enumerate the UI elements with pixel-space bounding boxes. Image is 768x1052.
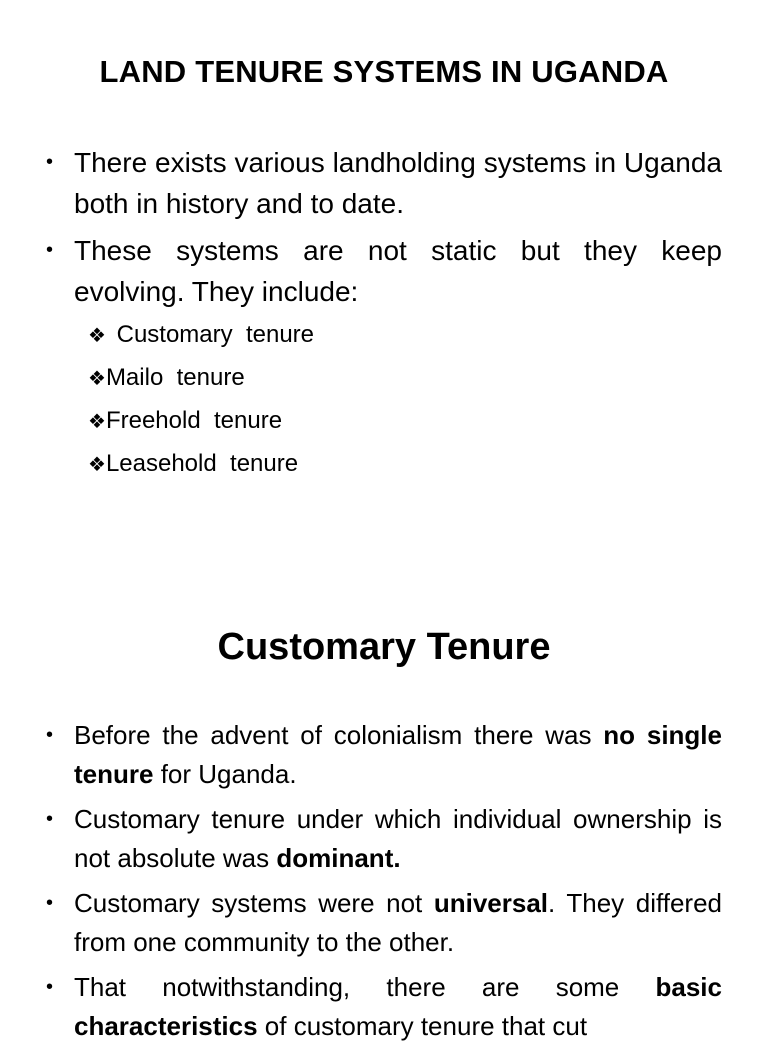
list-item xyxy=(88,443,314,486)
bullet-marker: • xyxy=(46,808,54,830)
bullet-text-post: of customary tenure that cut xyxy=(257,1011,588,1041)
bullet-text-bold: basic characteristics xyxy=(74,972,722,1041)
tenure-type-label: Mailo tenure xyxy=(105,364,245,391)
bullet-text-bold: dominant. xyxy=(276,843,401,873)
diamond-bullet-icon: ❖ xyxy=(88,325,106,347)
list-item xyxy=(88,400,314,443)
tenure-type-label: Freehold tenure xyxy=(105,407,283,434)
bullet-text: These systems are not static but they keep evolving. They include: xyxy=(74,235,722,307)
slide-2-bullet-list xyxy=(46,716,722,1052)
bullet-text-pre: Customary tenure under which individual ownership is not absolute was xyxy=(74,804,722,873)
bullet-text-pre: Customary systems were not xyxy=(74,888,434,918)
bullet-marker: • xyxy=(46,724,54,746)
slide-1-bullet-list xyxy=(46,142,722,318)
bullet-marker: • xyxy=(46,976,54,998)
bullet-marker: • xyxy=(46,892,54,914)
diamond-bullet-icon: ❖ xyxy=(88,454,106,476)
bullet-text: There exists various landholding systems in Uganda both in history and to date. xyxy=(74,147,722,219)
bullet-text-bold: no single tenure xyxy=(74,720,722,789)
bullet-text-post: for Uganda. xyxy=(153,759,297,789)
bullet-marker: • xyxy=(46,151,54,173)
diamond-bullet-icon: ❖ xyxy=(88,368,106,390)
list-item xyxy=(46,142,722,224)
tenure-type-label: Leasehold tenure xyxy=(105,450,299,477)
list-item xyxy=(88,357,314,400)
list-item xyxy=(46,884,722,962)
bullet-marker: • xyxy=(46,239,54,261)
bullet-text-pre: Before the advent of colonialism there was xyxy=(74,720,604,750)
bullet-text-bold: universal xyxy=(433,888,549,918)
list-item xyxy=(46,230,722,312)
list-item xyxy=(88,314,314,357)
slide-1-title: LAND TENURE SYSTEMS IN UGANDA xyxy=(99,54,669,89)
slide-2-title: Customary Tenure xyxy=(217,626,551,668)
bullet-text-post: . They differed from one community to the other. xyxy=(74,888,722,957)
bullet-text-pre: That notwithstanding, there are some xyxy=(74,972,656,1002)
list-item xyxy=(46,968,722,1046)
list-item xyxy=(46,800,722,878)
tenure-type-list xyxy=(88,314,314,486)
tenure-type-label: Customary tenure xyxy=(109,321,315,348)
list-item xyxy=(46,716,722,794)
diamond-bullet-icon: ❖ xyxy=(88,411,106,433)
